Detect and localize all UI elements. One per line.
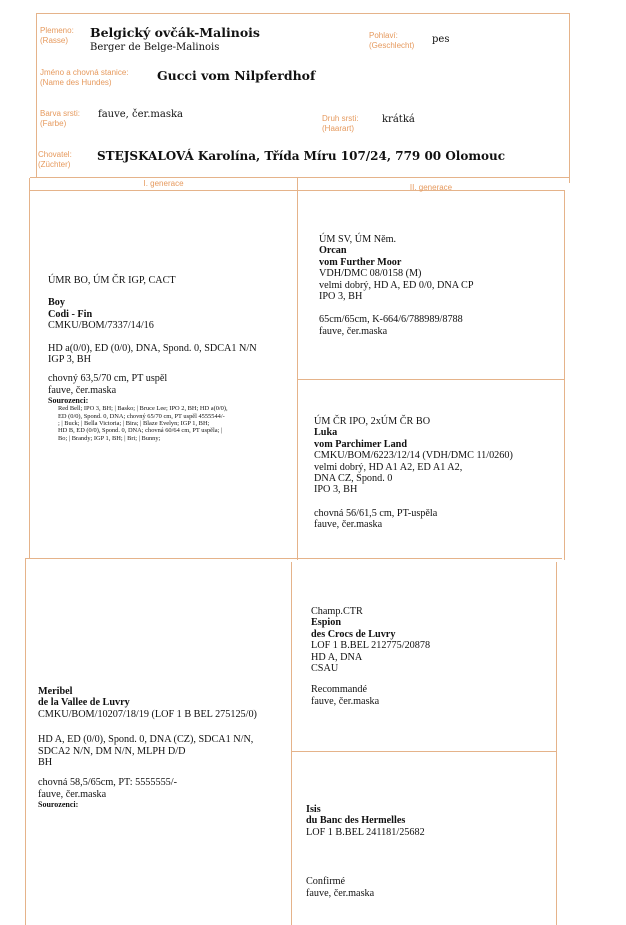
breed-value-fr: Berger de Belge-Malinois (90, 42, 220, 53)
sire-sire-registration: VDH/DMC 08/0158 (M) (319, 268, 422, 280)
dam-dam-name: Isis (306, 804, 321, 815)
grid-left (29, 178, 30, 558)
dam-breeding: chovná 58,5/65cm, PT: 5555555/- (38, 777, 177, 789)
sire-dam-registration: CMKU/BOM/6223/12/14 (VDH/DMC 11/0260) (314, 450, 513, 462)
name-label: Jméno a chovná stanice: (Name des Hundes) (40, 68, 129, 87)
sire-kennel: Codi - Fin (48, 308, 93, 320)
sire-cell (48, 275, 293, 442)
sire-sire-cell (319, 234, 559, 337)
dam-siblings-label: Sourozenci: (38, 800, 79, 810)
header-separator (30, 177, 570, 178)
coat-label: Druh srsti: (Haarart) (322, 114, 359, 133)
dam-dam-color: fauve, čer.maska (306, 887, 375, 899)
generation-2-header: II. generace (409, 183, 453, 192)
sire-dam-titles: ÚM ČR IPO, 2xÚM ČR BO (314, 416, 431, 427)
dam-sire-rating: Recommandé (311, 684, 368, 696)
sire-dam-exam: IPO 3, BH (314, 484, 358, 496)
sire-sibling-line: HD B, ED (0/0), Spond. 0, DNA; chovná 60/64 cm, PT uspěla; | (58, 427, 223, 435)
breeder-label: Chovatel: (Züchter) (38, 150, 72, 169)
dam-sire-exam: CSAU (311, 663, 339, 675)
color-label: Barva srsti: (Farbe) (40, 109, 81, 128)
frame-top (36, 13, 570, 14)
dam-health-1: HD A, ED (0/0), Spond. 0, DNA (CZ), SDCA1 N/N, (38, 734, 254, 746)
sire-breeding: chovný 63,5/70 cm, PT uspěl (48, 373, 168, 385)
row-separator-upper-right (297, 379, 564, 380)
sex-value: pes (432, 34, 450, 45)
dam-name: Meribel (38, 686, 73, 697)
dam-sire-name: Espion (311, 617, 342, 629)
grid-middle (297, 178, 298, 560)
sire-sire-measure: 65cm/65cm, K-664/6/788989/8788 (319, 314, 463, 326)
row-separator-lower-right (291, 751, 556, 752)
sire-sibling-line: Red Bell; IPO 3, BH; | Basko; | Bruce Lee; IPO 2, BH; HD a(0/0), (58, 405, 228, 413)
sire-sibling-line: Bo; | Brandy; IGP 1, BH; | Bri; | Bunny; (58, 434, 161, 442)
sire-sire-color: fauve, čer.maska (319, 325, 388, 337)
sire-registration: CMKU/BOM/7337/14/16 (48, 320, 154, 332)
coat-value: krátká (382, 114, 415, 125)
sire-sibling-line: ED (0/0), Spond. 0, DNA; chovný 65/70 cm, PT uspěl 4555544/- (58, 412, 225, 420)
dam-sire-registration: LOF 1 B.BEL 212775/20878 (311, 640, 431, 652)
row-separator-main (25, 558, 562, 559)
sire-titles: ÚMR BO, ÚM ČR IGP, CACT (48, 275, 176, 286)
sire-exam: IGP 3, BH (48, 354, 91, 366)
sire-dam-cell (314, 416, 559, 531)
dam-sire-cell (311, 606, 551, 707)
dam-cell (38, 686, 288, 809)
dam-dam-rating: Confirmé (306, 876, 346, 888)
sire-dam-color: fauve, čer.maska (314, 519, 383, 531)
sire-sire-kennel: vom Further Moor (319, 256, 402, 268)
generation-1-header: I. generace (143, 179, 184, 188)
sire-sibling-line: ; | Buck; | Bella Victoria; | Bira; | Blaze Evelyn; IGP 1, BH; (58, 420, 210, 428)
sire-dam-health-2: DNA CZ, Spond. 0 (314, 473, 393, 485)
frame-left (36, 13, 37, 178)
dam-sire-titles: Champ.CTR (311, 606, 363, 617)
dam-health-2: SDCA2 N/N, DM N/N, MLPH D/D (38, 745, 186, 757)
grid-left-lower (25, 558, 26, 925)
dog-name: Gucci vom Nilpferdhof (157, 68, 316, 83)
sex-label: Pohlaví: (Geschlecht) (369, 31, 415, 50)
dam-dam-registration: LOF 1 B.BEL 241181/25682 (306, 826, 425, 838)
dam-exam: BH (38, 757, 53, 769)
sire-name: Boy (48, 297, 65, 309)
sire-dam-health-1: velmi dobrý, HD A1 A2, ED A1 A2, (314, 461, 463, 473)
color-value: fauve, čer.maska (98, 109, 184, 120)
frame-right (569, 13, 570, 183)
grid-right-lower (556, 562, 557, 925)
breed-value: Belgický ovčák-Malinois (90, 25, 260, 40)
breed-label: Plemeno: (Rasse) (40, 26, 74, 45)
dam-registration: CMKU/BOM/10207/18/19 (LOF 1 B BEL 275125/0) (38, 708, 257, 720)
sire-sire-exam: IPO 3, BH (319, 291, 363, 303)
dam-sire-kennel: des Crocs de Luvry (311, 628, 396, 640)
dam-sire-color: fauve, čer.maska (311, 695, 380, 707)
sire-health: HD a(0/0), ED (0/0), DNA, Spond. 0, SDCA1 N/N (48, 342, 257, 354)
dam-kennel: de la Vallee de Luvry (38, 697, 130, 709)
sire-dam-breeding: chovná 56/61,5 cm, PT-uspěla (314, 507, 438, 519)
dam-dam-kennel: du Banc des Hermelles (306, 815, 406, 827)
grid-middle-lower (291, 562, 292, 925)
sire-siblings-label: Sourozenci: (48, 396, 89, 406)
dam-color: fauve, čer.maska (38, 788, 107, 800)
dam-sire-health: HD A, DNA (311, 651, 363, 663)
dam-dam-cell (306, 804, 551, 899)
sire-dam-name: Luka (314, 427, 338, 439)
sire-sire-health: velmi dobrý, HD A, ED 0/0, DNA CP (319, 279, 474, 291)
breeder-value: STEJSKALOVÁ Karolína, Třída Míru 107/24, 779 00 Olomouc (97, 149, 506, 163)
grid-right (564, 190, 565, 560)
sire-color: fauve, čer.maska (48, 384, 117, 396)
sire-sire-name: Orcan (319, 245, 347, 257)
sire-dam-kennel: vom Parchimer Land (314, 438, 408, 450)
sire-sire-titles: ÚM SV, ÚM Něm. (319, 234, 397, 245)
